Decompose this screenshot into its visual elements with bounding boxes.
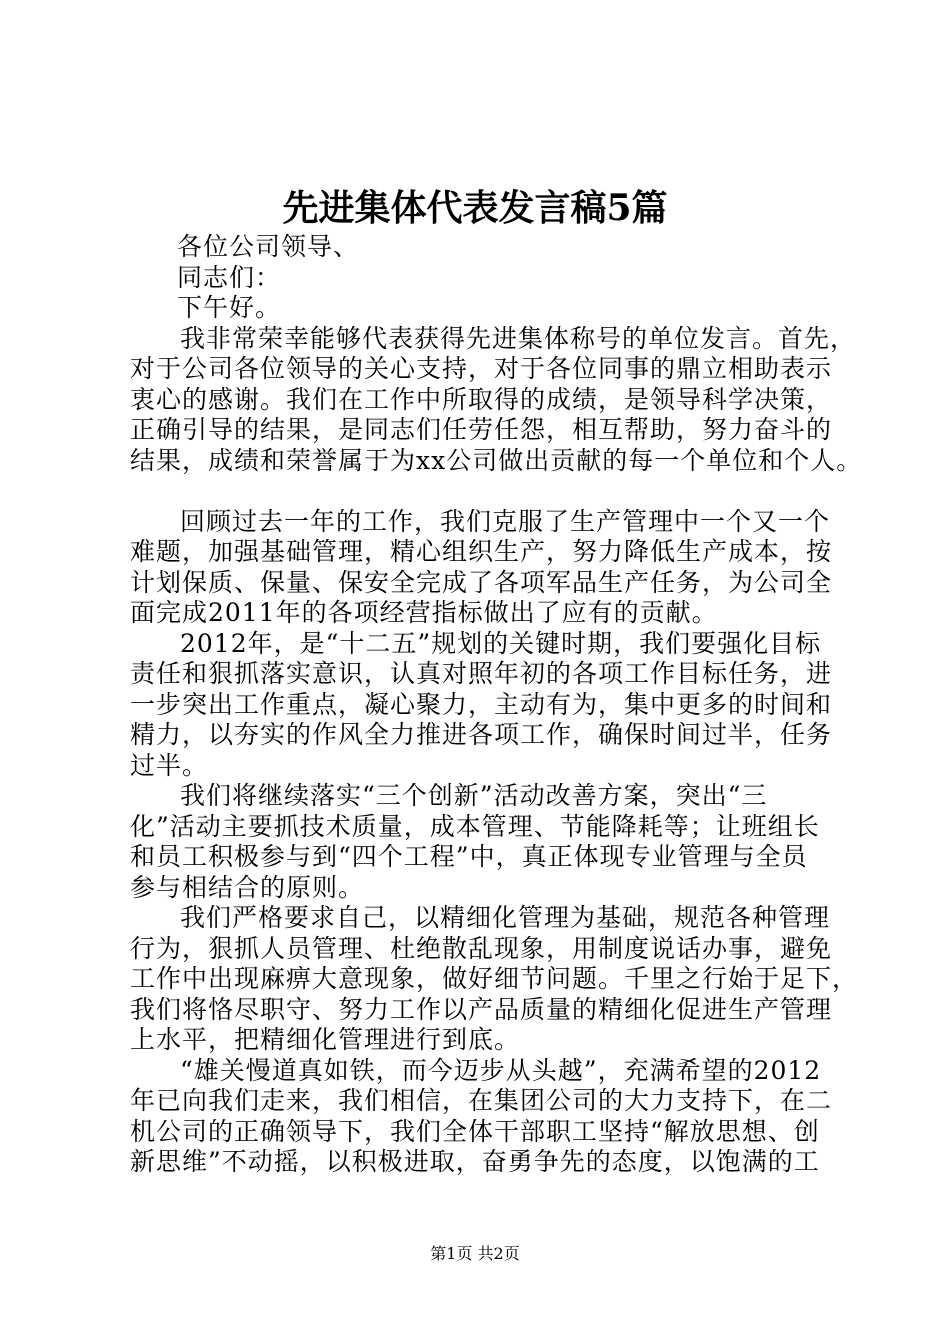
greeting-line: 下午好。	[177, 293, 282, 322]
paragraph-line: 上水平，把精细化管理进行到底。	[130, 1025, 521, 1054]
paragraph-line: 计划保质、保量、保安全完成了各项军品生产任务，为公司全	[130, 567, 833, 597]
paragraph-line: 2012年，是“十二五”规划的关键时期，我们要强化目标	[180, 628, 822, 658]
paragraph-line: 精力，以夯实的作风全力推进各项工作，确保时间过半，任务	[130, 720, 833, 749]
paragraph-line: 年已向我们走来，我们相信，在集团公司的大力支持下，在二	[130, 1086, 833, 1115]
paragraph-line: 责任和狠抓落实意识，认真对照年初的各项工作目标任务，进	[130, 659, 833, 688]
paragraph-line: 我们将继续落实“三个创新”活动改善方案，突出“三	[180, 781, 768, 810]
paragraph-line: 衷心的感谢。我们在工作中所取得的成绩，是领导科学决策，	[130, 384, 833, 414]
paragraph-line: 和员工积极参与到“四个工程”中，真正体现专业管理与全员	[130, 842, 808, 871]
paragraph-line: 工作中出现麻痹大意现象，做好细节问题。千里之行始于足下，	[130, 964, 859, 993]
paragraph-line: 面完成2011年的各项经营指标做出了应有的贡献。	[130, 598, 718, 627]
paragraph	[130, 628, 833, 782]
document-body	[130, 232, 863, 1178]
paragraph	[130, 506, 833, 629]
paragraph-line: 新思维”不动摇，以积极进取，奋勇争先的态度，以饱满的工	[130, 1147, 820, 1176]
paragraph-line: 我们将恪尽职守、努力工作以产品质量的精细化促进生产管理	[130, 994, 833, 1024]
paragraph	[130, 781, 820, 903]
paragraph-line: 结果，成绩和荣誉属于为xx公司做出贡献的每一个单位和个人。	[130, 445, 863, 475]
paragraph-line: 我们严格要求自己，以精细化管理为基础，规范各种管理	[180, 903, 831, 932]
paragraph-line: 回顾过去一年的工作，我们克服了生产管理中一个又一个	[180, 506, 831, 536]
page-number-footer: 第1页 共2页	[430, 1244, 520, 1263]
paragraph-line: 过半。	[130, 750, 209, 780]
greeting-line: 同志们：	[177, 262, 282, 292]
greeting-line: 各位公司领导、	[177, 232, 360, 261]
paragraph-gap	[130, 476, 820, 507]
paragraph-line: 机公司的正确领导下，我们全体干部职工坚持“解放思想、创	[130, 1116, 820, 1146]
paragraph	[130, 903, 859, 1056]
document-title: 先进集体代表发言稿5篇	[282, 187, 668, 229]
paragraph-line: 对于公司各位领导的关心支持，对于各位同事的鼎立相助表示	[130, 354, 833, 383]
paragraph	[130, 1055, 833, 1178]
paragraph	[130, 323, 863, 477]
paragraph-line: 参与相结合的原则。	[130, 872, 365, 902]
paragraph-line: 难题，加强基础管理，精心组织生产，努力降低生产成本，按	[130, 537, 833, 566]
paragraph-line: 化”活动主要抓技术质量，成本管理、节能降耗等；让班组长	[130, 811, 820, 841]
paragraph-line: 一步突出工作重点，凝心聚力，主动有为，集中更多的时间和	[130, 689, 833, 719]
paragraph-line: 正确引导的结果，是同志们任劳任怨，相互帮助，努力奋斗的	[130, 415, 833, 444]
paragraph-line: “雄关慢道真如铁，而今迈步从头越”，充满希望的2012	[180, 1055, 822, 1085]
paragraph-line: 行为，狠抓人员管理、杜绝散乱现象，用制度说话办事，避免	[130, 933, 833, 963]
paragraph-line: 我非常荣幸能够代表获得先进集体称号的单位发言。首先，	[180, 323, 857, 353]
